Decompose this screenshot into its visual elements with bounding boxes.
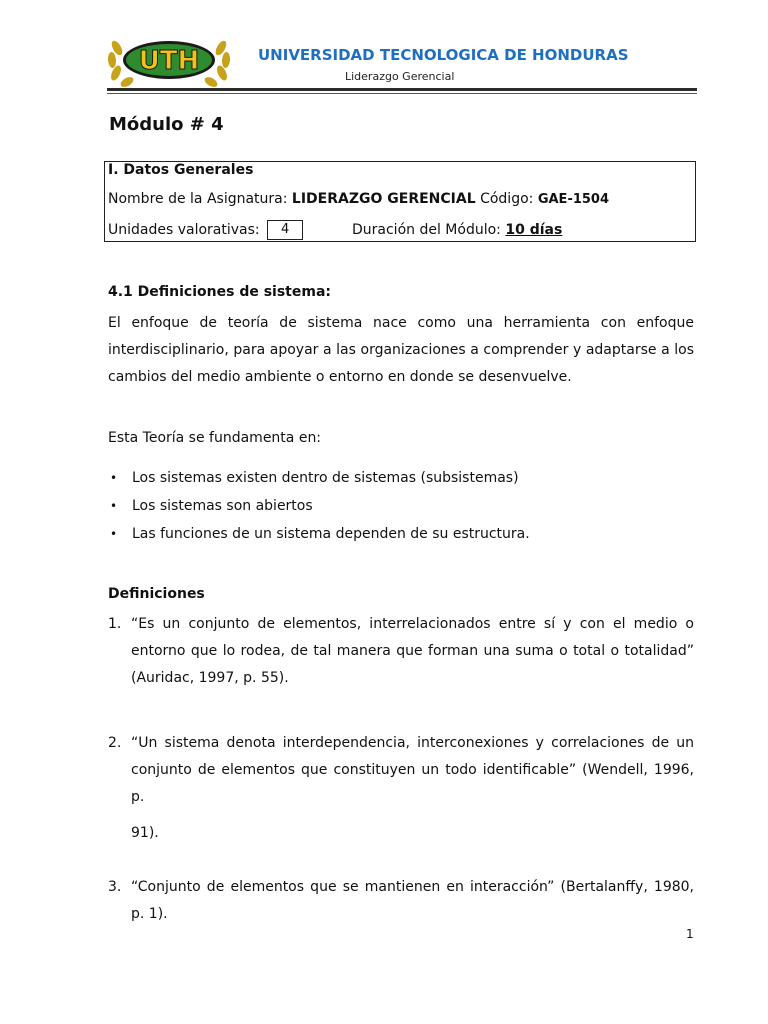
course-subtitle: Liderazgo Gerencial — [345, 70, 455, 83]
section-heading: 4.1 Definiciones de sistema: — [108, 284, 331, 300]
units-value: 4 — [267, 220, 303, 240]
list-item-text: Los sistemas son abiertos — [132, 498, 313, 514]
bullet-icon: • — [110, 499, 118, 513]
definition-text: “Conjunto de elementos que se mantienen en interacción” (Bertalanffy, 1980, p. 1). — [131, 879, 694, 922]
header-rule — [107, 88, 697, 91]
list-item-text: Las funciones de un sistema dependen de su estructura. — [132, 526, 530, 542]
page-number: 1 — [686, 927, 694, 941]
bullet-icon: • — [110, 471, 118, 485]
definition-text: “Es un conjunto de elementos, interrelacionados entre sí y con el medio o entorno que lo rodea, de tal manera que forman una suma o total o totalidad” (Auridac, 1997, p. 55). — [131, 616, 694, 686]
definition-number: 1. — [108, 616, 122, 632]
header-rule-thin — [107, 93, 697, 94]
duration-value: 10 días — [505, 222, 563, 238]
bullet-list — [108, 464, 698, 548]
code-value: GAE-1504 — [537, 192, 610, 207]
list-item — [108, 492, 698, 520]
definition-item — [108, 611, 694, 692]
code-label: Código: — [480, 191, 534, 207]
general-data-heading — [108, 162, 253, 178]
module-title: Módulo # 4 — [109, 114, 224, 135]
definition-number: 3. — [108, 879, 122, 895]
list-item-text: Los sistemas existen dentro de sistemas (subsistemas) — [132, 470, 519, 486]
general-data-heading-text: I. Datos Generales — [108, 162, 254, 178]
definition-item — [108, 874, 694, 928]
definition-text-end: 91). — [131, 825, 159, 841]
section-paragraph: El enfoque de teoría de sistema nace como una herramienta con enfoque interdisciplinario, para apoyar a las organizaciones a comprender y adaptarse a los cambios del medio ambiente o entorno en donde se desenvuelve. — [108, 315, 694, 385]
general-data-box — [104, 161, 696, 242]
list-item — [108, 464, 698, 492]
definitions-list — [108, 611, 694, 928]
uth-logo — [103, 30, 235, 90]
definition-number: 2. — [108, 735, 122, 751]
bullet-icon: • — [110, 527, 118, 541]
section-intro: Esta Teoría se fundamenta en: — [108, 430, 322, 446]
subject-line — [108, 191, 609, 207]
list-item — [108, 520, 698, 548]
duration-label: Duración del Módulo: — [352, 222, 501, 238]
definition-item — [108, 730, 694, 847]
units-label: Unidades valorativas: — [108, 222, 260, 238]
logo-text: UTH — [138, 46, 200, 76]
university-title: UNIVERSIDAD TECNOLOGICA DE HONDURAS — [258, 46, 629, 64]
subject-label: Nombre de la Asignatura: — [108, 191, 288, 207]
subject-value: LIDERAZGO GERENCIAL — [291, 191, 476, 207]
units-line — [108, 220, 562, 240]
definition-text: “Un sistema denota interdependencia, interconexiones y correlaciones de un conjunto de elementos que constituyen un todo identificable” (Wendell, 1996, p. — [131, 735, 694, 805]
definitions-heading: Definiciones — [108, 586, 205, 602]
